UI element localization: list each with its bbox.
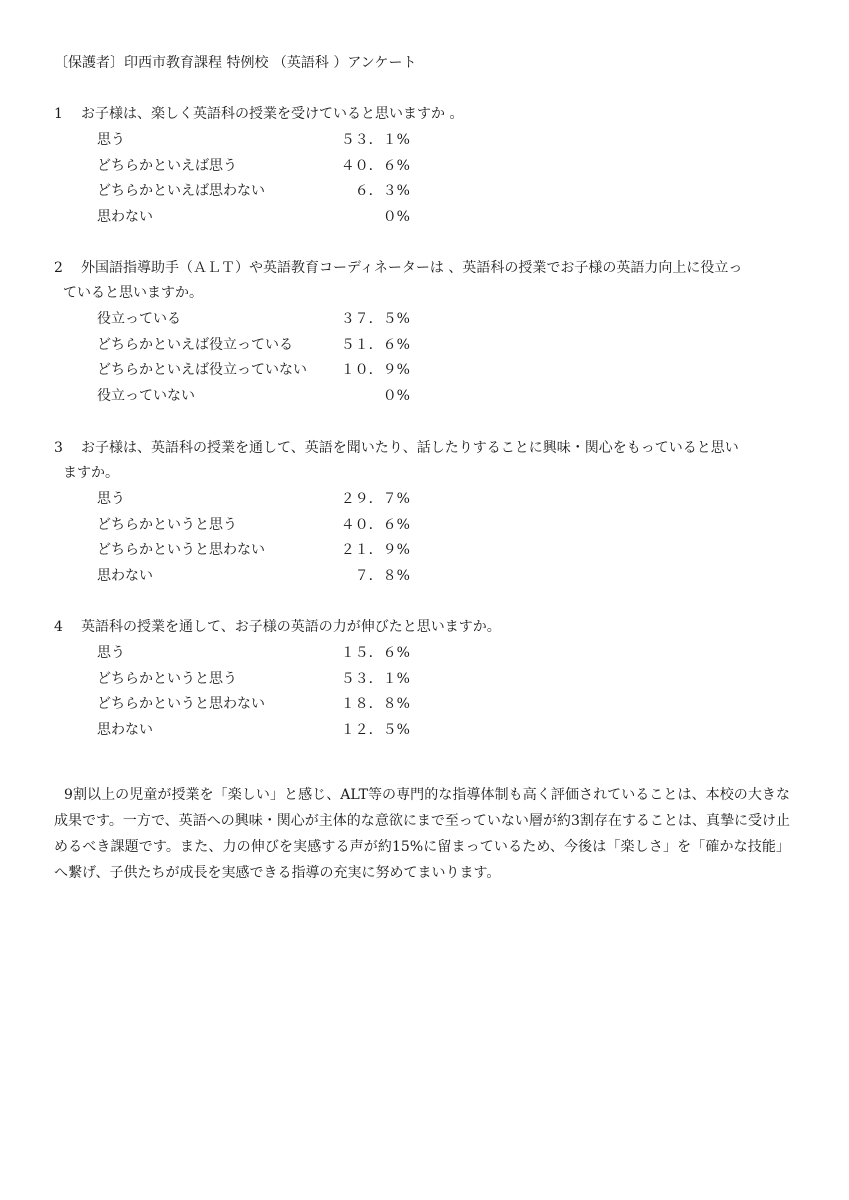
option-percent: ５３．１% — [340, 132, 410, 148]
option-percent: １５．６% — [340, 645, 410, 661]
question-4 — [54, 615, 794, 743]
option-row — [54, 179, 794, 205]
option-label: 思わない — [97, 567, 153, 584]
option-row — [54, 154, 794, 180]
question-1-number: 1 — [54, 106, 63, 122]
option-percent: ４０．６% — [340, 157, 410, 174]
question-2-text — [54, 256, 794, 306]
option-row — [54, 487, 794, 513]
option-label: どちらかといえば役立っている — [97, 336, 293, 353]
question-3-line-1: お子様は、英語科の授業を通して、英語を聞いたり、話したりすることに興味・関心をもっていると思い — [81, 440, 739, 456]
question-1-line-1: お子様は、楽しく英語科の授業を受けていると思いますか 。 — [81, 106, 464, 122]
question-2-options — [54, 307, 794, 409]
option-label: 役立っていない — [97, 387, 195, 404]
question-2-line-1: 外国語指導助手（ＡＬＴ）や英語教育コーディネーターは 、英語科の授業でお子様の英語力向上に役立っ — [81, 260, 743, 276]
option-label: 思う — [97, 132, 125, 148]
option-row — [54, 718, 794, 744]
option-row — [54, 358, 794, 384]
option-row — [54, 128, 794, 154]
option-row — [54, 667, 794, 693]
option-label: 思う — [97, 645, 125, 661]
option-label: どちらかというと思う — [97, 516, 237, 533]
option-percent: ０% — [382, 208, 410, 225]
option-label: どちらかといえば思う — [97, 157, 237, 174]
question-3-options — [54, 487, 794, 589]
option-percent: １０．９% — [340, 362, 410, 378]
option-label: どちらかというと思わない — [97, 696, 265, 712]
question-3-line-2: ますか。 — [63, 465, 119, 481]
option-percent: １８．８% — [340, 696, 410, 712]
option-label: どちらかといえば思わない — [97, 183, 265, 199]
question-3 — [54, 436, 794, 589]
question-4-options — [54, 641, 794, 743]
option-label: どちらかというと思わない — [97, 542, 265, 558]
option-row — [54, 641, 794, 667]
option-label: 思う — [97, 491, 125, 507]
question-2-line-2: ていると思いますか。 — [63, 285, 203, 301]
option-label: どちらかというと思う — [97, 670, 237, 687]
question-1-options — [54, 128, 794, 230]
option-percent: ２９．７% — [340, 491, 410, 507]
question-4-line-1: 英語科の授業を通して、お子様の英語の力が伸びたと思いますか。 — [81, 619, 501, 635]
option-row — [54, 513, 794, 539]
option-label: 思わない — [97, 721, 153, 738]
option-row — [54, 205, 794, 231]
option-percent: ７．８% — [354, 567, 410, 584]
option-percent: １２．５% — [340, 721, 410, 738]
option-row — [54, 333, 794, 359]
option-label: 思わない — [97, 208, 153, 225]
question-1 — [54, 102, 794, 230]
survey-title: 〔保護者〕印西市教育課程 特例校 （英語科 ）アンケート — [54, 55, 417, 71]
question-4-number: 4 — [54, 619, 63, 635]
option-percent: ２１．９% — [340, 542, 410, 558]
option-row — [54, 538, 794, 564]
option-label: 役立っている — [97, 311, 181, 327]
option-percent: ６．３% — [354, 183, 410, 199]
option-row — [54, 692, 794, 718]
option-percent: ５１．６% — [340, 336, 410, 353]
option-row — [54, 384, 794, 410]
question-2-number: 2 — [54, 260, 63, 276]
option-percent: ３７．５% — [340, 311, 410, 327]
question-4-text — [54, 615, 794, 640]
summary-paragraph: 9割以上の児童が授業を「楽しい」と感じ、ALT等の専門的な指導体制も高く評価されていることは、本校の大きな成果です。一方で、英語への興味・関心が主体的な意欲にまで至っていない層が約3割存在することは、真摯に受け止めるべき課題です。また、力の伸びを実感する声が約15%に留まっているため、今後は「楽しさ」を「確かな技能」へ繋げ、子供たちが成長を実感できる指導の充実に努めてまいります。 — [54, 787, 790, 881]
option-percent: ４０．６% — [340, 516, 410, 533]
option-label: どちらかといえば役立っていない — [97, 362, 307, 378]
question-3-number: 3 — [54, 440, 63, 456]
option-percent: ５３．１% — [340, 670, 410, 687]
option-percent: ０% — [382, 387, 410, 404]
option-row — [54, 307, 794, 333]
option-row — [54, 564, 794, 590]
question-2 — [54, 256, 794, 409]
question-1-text — [54, 102, 794, 127]
question-3-text — [54, 436, 794, 486]
